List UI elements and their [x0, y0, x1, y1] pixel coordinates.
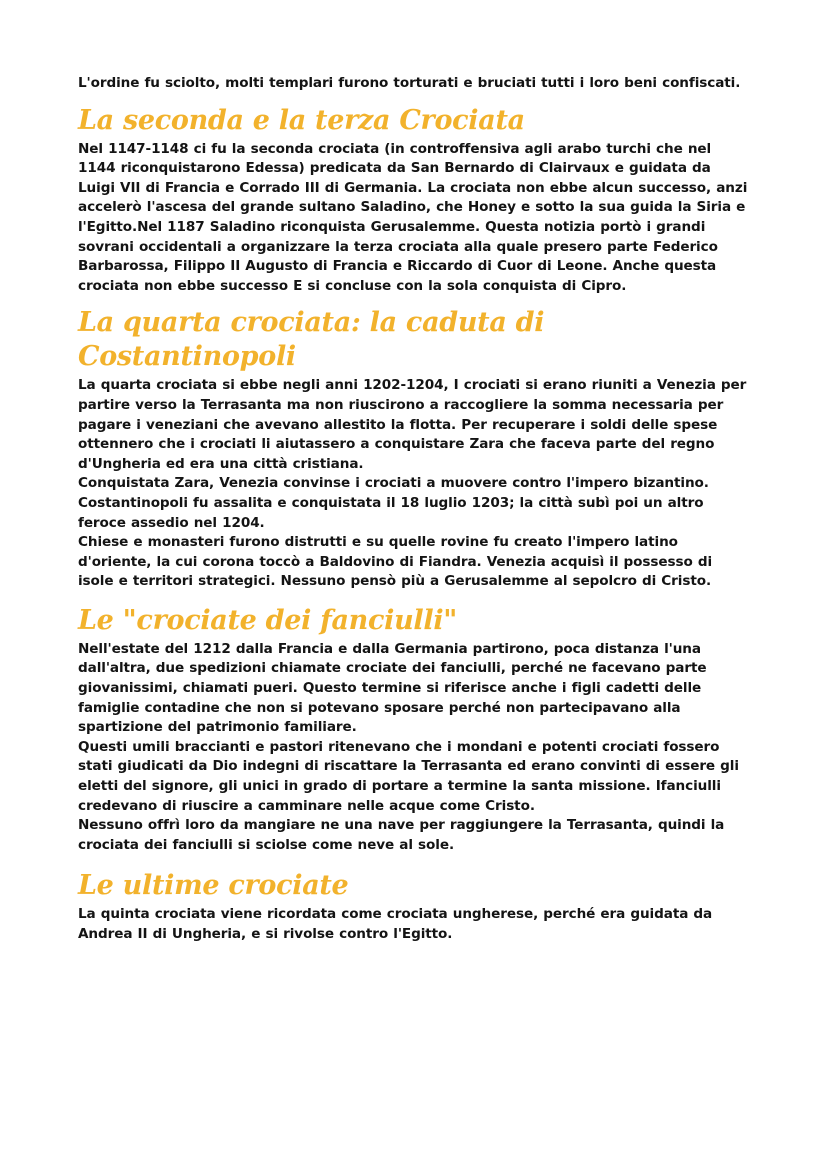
section-paragraph: Conquistata Zara, Venezia convinse i crociati a muovere contro l'impero bizantino. Costantinopoli fu assalita e conquistata il 18 luglio 1203; la città subì poi un altro feroce assedio nel 1204. — [78, 475, 709, 531]
section-paragraph: Questi umili braccianti e pastori ritenevano che i mondani e potenti crociati fossero stati giudicati da Dio indegni di riscattare la Terrasanta ed erano convinti di essere gli eletti del signore, gli unici in grado di portare a termine la santa missione. Ifanciulli credevano di riuscire a camminare nelle acque come Cristo. — [78, 738, 739, 814]
section-second-third-crusade — [78, 104, 750, 297]
section-heading: Le "crociate dei fanciulli" — [78, 604, 458, 636]
section-paragraph: Nell'estate del 1212 dalla Francia e dalla Germania partirono, poca distanza l'una dall'altra, due spedizioni chiamate crociate dei fanciulli, perché ne facevano parte giovanissimi, chiamati pueri. Questo termine si riferisce anche i figli cadetti delle famiglie contadine che non si potevano sposare perché non partecipavano alla spartizione del patrimonio familiare. — [78, 640, 707, 736]
section-paragraph: La quinta crociata viene ricordata come crociata ungherese, perché era guidata da Andrea II di Ungheria, e si rivolse contro l'Egitto. — [78, 906, 713, 942]
section-paragraph: Chiese e monasteri furono distrutti e su quelle rovine fu creato l'impero latino d'oriente, la cui corona toccò a Baldovino di Fiandra. Venezia acquisì il possesso di isole e territori strategici. Nessuno pensò più a Gerusalemme al sepolcro di Cristo. — [78, 534, 713, 590]
section-children-crusades — [78, 604, 750, 856]
section-last-crusades — [78, 869, 750, 944]
section-paragraph: Nessuno offrì loro da mangiare ne una nave per raggiungere la Terrasanta, quindi la crociata dei fanciulli si sciolse come neve al sole. — [78, 817, 725, 853]
section-paragraph: La quarta crociata si ebbe negli anni 1202-1204, I crociati si erano riuniti a Venezia per partire verso la Terrasanta ma non riuscirono a raccogliere la somma necessaria per pagare i veneziani che avevano allestito la flotta. Per recuperare i soldi delle spese ottennero che i crociati li aiutassero a conquistare Zara che faceva parte del regno d'Ungheria ed era una città cristiana. — [78, 377, 747, 472]
section-heading: La seconda e la terza Crociata — [78, 104, 525, 136]
section-heading: La quarta crociata: la caduta di Costantinopoli — [78, 307, 545, 373]
section-paragraph: Nel 1147-1148 ci fu la seconda crociata (in controffensiva agli arabo turchi che nel 1144 riconquistarono Edessa) predicata da San Bernardo di Clairvaux e guidata da Luigi VII di Francia e Corrado III di Germania. La crociata non ebbe alcun successo, anzi accelerò l'ascesa del grande sultano Saladino, che Honey e sotto la sua guida la Siria e l'Egitto.Nel 1187 Saladino riconquista Gerusalemme. Questa notizia portò i grandi sovrani occidentali a organizzare la terza crociata alla quale presero parte Federico Barbarossa, Filippo II Augusto di Francia e Riccardo di Cuor di Leone. Anche questa crociata non ebbe successo E si concluse con la sola conquista di Cipro. — [78, 140, 748, 294]
document-page — [78, 74, 750, 945]
intro-paragraph: L'ordine fu sciolto, molti templari furono torturati e bruciati tutti i loro beni confiscati. — [78, 75, 741, 91]
section-heading: Le ultime crociate — [78, 870, 349, 902]
section-fourth-crusade — [78, 306, 750, 592]
